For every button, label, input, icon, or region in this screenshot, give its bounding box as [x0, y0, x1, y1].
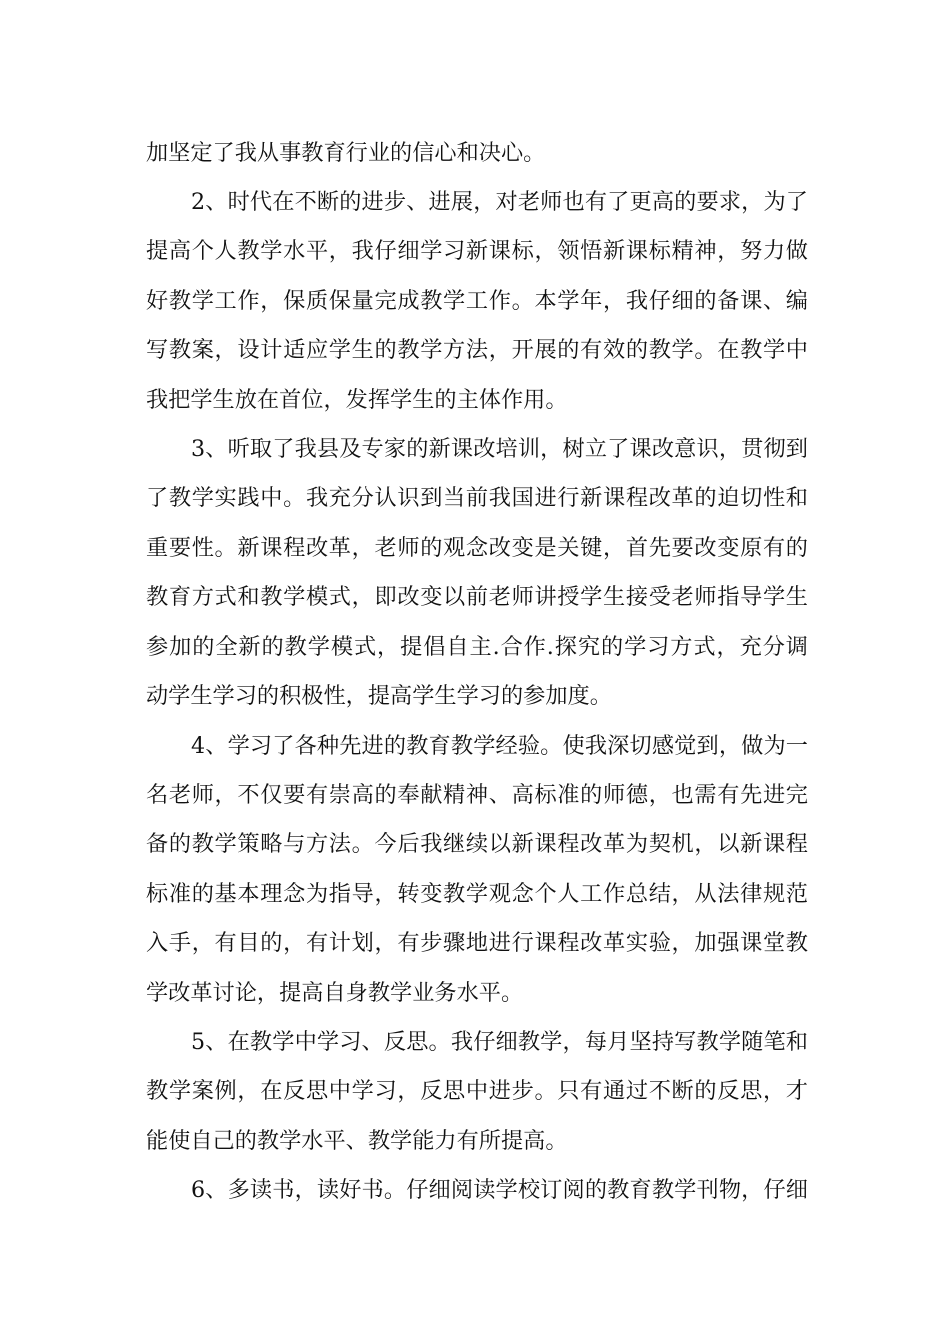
paragraph-line: 5、在教学中学习、反思。我仔细教学，每月坚持写教学随笔和 [191, 1029, 808, 1055]
paragraph-line: 教学案例，在反思中学习，反思中进步。只有通过不断的反思，才 [146, 1078, 808, 1104]
paragraph-line: 6、多读书，读好书。仔细阅读学校订阅的教育教学刊物，仔细 [191, 1177, 808, 1203]
paragraph-line: 4、学习了各种先进的教育教学经验。使我深切感觉到，做为一 [191, 733, 808, 759]
paragraph-line: 标准的基本理念为指导，转变教学观念个人工作总结，从法律规范 [146, 881, 808, 907]
paragraph-line: 名老师，不仅要有崇高的奉献精神、高标准的师德，也需有先进完 [146, 782, 808, 808]
paragraph-line: 提高个人教学水平，我仔细学习新课标，领悟新课标精神，努力做 [146, 238, 808, 264]
paragraph-line: 2、时代在不断的进步、进展，对老师也有了更高的要求，为了 [191, 189, 808, 215]
paragraph-line: 入手，有目的，有计划，有步骤地进行课程改革实验，加强课堂教 [146, 930, 808, 956]
paragraph-line: 了教学实践中。我充分认识到当前我国进行新课程改革的迫切性和 [146, 485, 808, 511]
paragraph-line: 教育方式和教学模式，即改变以前老师讲授学生接受老师指导学生 [146, 584, 808, 610]
paragraph-line: 动学生学习的积极性，提高学生学习的参加度。 [146, 683, 612, 709]
paragraph-line: 加坚定了我从事教育行业的信心和决心。 [146, 140, 546, 166]
paragraph-line: 参加的全新的教学模式，提倡自主.合作.探究的学习方式，充分调 [146, 634, 808, 660]
paragraph-line: 写教案，设计适应学生的教学方法，开展的有效的教学。在教学中 [146, 337, 808, 363]
paragraph-line: 好教学工作，保质保量完成教学工作。本学年，我仔细的备课、编 [146, 288, 808, 314]
paragraph-line: 备的教学策略与方法。今后我继续以新课程改革为契机，以新课程 [146, 831, 808, 857]
paragraph-line: 我把学生放在首位，发挥学生的主体作用。 [146, 387, 568, 413]
paragraph-line: 能使自己的教学水平、教学能力有所提高。 [146, 1128, 568, 1154]
paragraph-line: 学改革讨论，提高自身教学业务水平。 [146, 980, 524, 1006]
paragraph-line: 重要性。新课程改革，老师的观念改变是关键，首先要改变原有的 [146, 535, 808, 561]
paragraph-line: 3、听取了我县及专家的新课改培训，树立了课改意识，贯彻到 [191, 436, 808, 462]
